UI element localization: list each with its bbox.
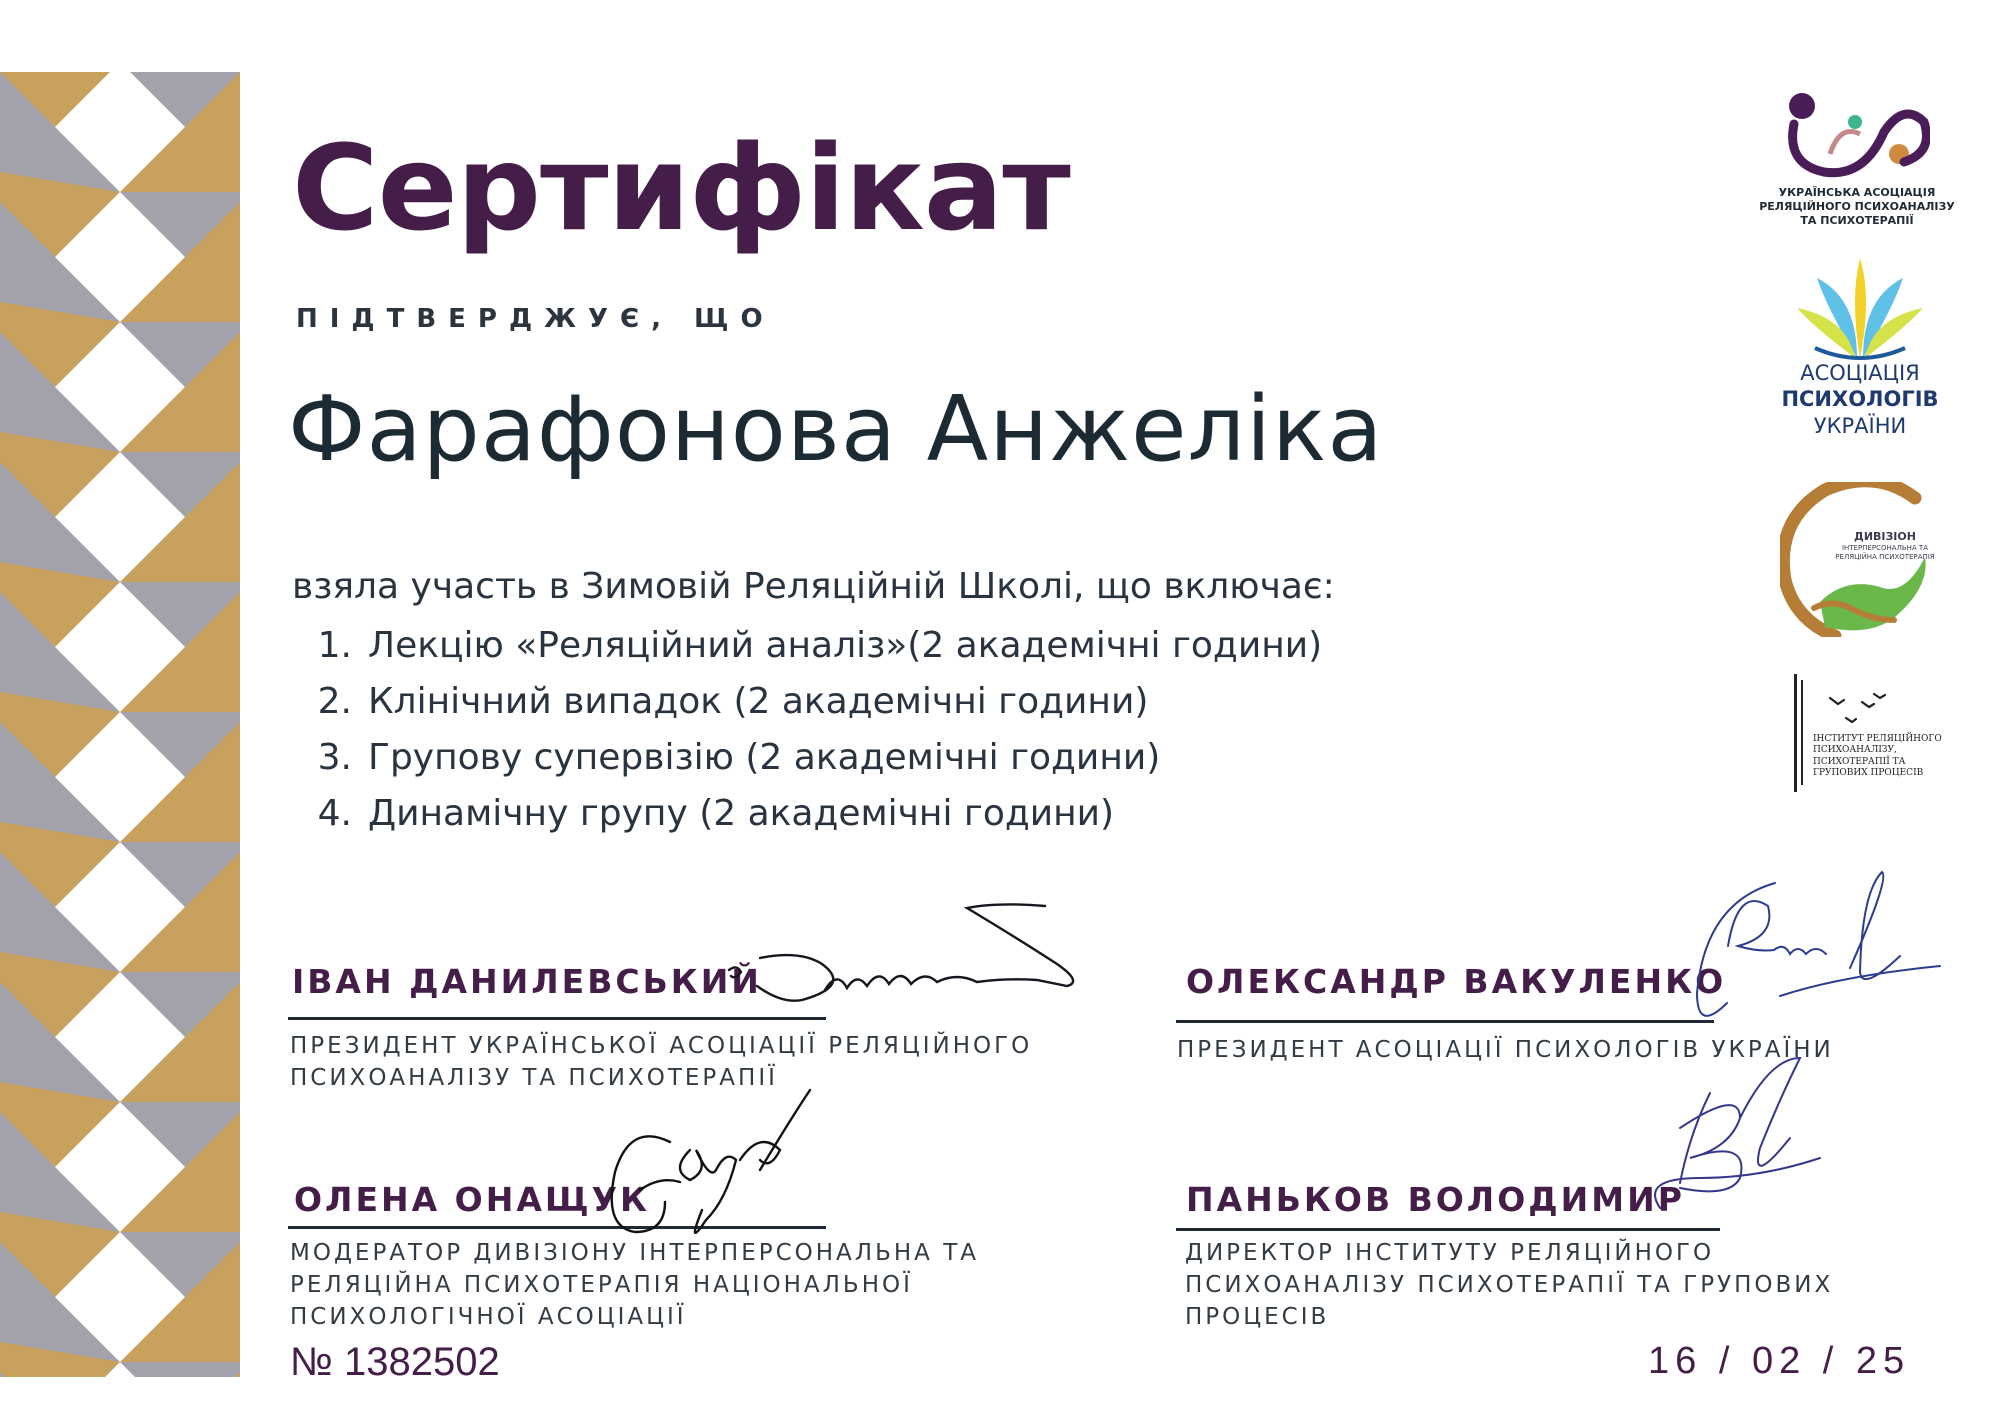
program-item — [292, 674, 1322, 730]
signature-onashchuk — [600, 1090, 830, 1255]
certificate-date: 16 / 02 / 25 — [1648, 1340, 1911, 1382]
signature-line — [288, 1017, 826, 1020]
signer-role-pankov — [1185, 1237, 1833, 1333]
program-item-text: Групову супервізію (2 академічні години) — [368, 737, 1161, 778]
signer-name-danylevskyi: ІВАН ДАНИЛЕВСЬКИЙ — [292, 962, 762, 1001]
role-line: ПРЕЗИДЕНТ УКРАЇНСЬКОЇ АСОЦІАЦІЇ РЕЛЯЦІЙНОГО — [290, 1033, 1033, 1059]
program-item-text: Динамічну групу (2 академічні години) — [368, 793, 1115, 834]
apu-logo-text — [1760, 360, 1960, 439]
logo-text-line: ПСИХОАНАЛІЗУ, — [1813, 745, 1897, 756]
uarp-logo-text — [1752, 186, 1962, 227]
signature-line — [1176, 1020, 1714, 1023]
signature-line — [1176, 1228, 1720, 1231]
logo-text-line: РЕЛЯЦІЙНОГО ПСИХОАНАЛІЗУ — [1759, 199, 1955, 213]
role-line: ПРОЦЕСІВ — [1185, 1304, 1330, 1330]
role-line: ПСИХОАНАЛІЗУ ТА ПСИХОТЕРАПІЇ — [290, 1065, 778, 1091]
program-item — [292, 618, 1322, 674]
certificate-title: Сертифікат — [292, 119, 1070, 257]
program-item — [292, 730, 1322, 786]
role-line: ПСИХОЛОГІЧНОЇ АСОЦІАЦІЇ — [290, 1304, 687, 1330]
uarp-logo-icon — [1780, 90, 1930, 185]
program-item-number: 4. — [317, 793, 352, 834]
program-item-number: 2. — [317, 681, 352, 722]
logo-text-line: РЕЛЯЦІЙНА ПСИХОТЕРАПІЯ — [1835, 552, 1935, 561]
apu-logo-icon — [1795, 258, 1925, 362]
logo-text-line: ПСИХОТЕРАПІЇ ТА — [1813, 756, 1906, 767]
division-logo-text — [1830, 530, 1940, 561]
role-line: МОДЕРАТОР ДИВІЗІОНУ ІНТЕРПЕРСОНАЛЬНА ТА — [290, 1240, 979, 1266]
program-item-number: 3. — [317, 737, 352, 778]
program-item-number: 1. — [317, 625, 352, 666]
signer-name-pankov: ПАНЬКОВ ВОЛОДИМИР — [1186, 1180, 1685, 1219]
role-line: РЕЛЯЦІЙНА ПСИХОТЕРАПІЯ НАЦІОНАЛЬНОЇ — [290, 1272, 913, 1298]
signer-role-danylevskyi — [290, 1030, 1032, 1094]
signature-vakulenko — [1680, 868, 1950, 1038]
logo-text-line: ГРУПОВИХ ПРОЦЕСІВ — [1813, 767, 1924, 778]
logo-text-line: ПСИХОЛОГІВ — [1781, 387, 1939, 412]
logo-text-line: ДИВІЗІОН — [1854, 530, 1916, 543]
logo-text-line: УКРАЇНИ — [1813, 413, 1907, 438]
chevron-decoration — [0, 72, 240, 1377]
institute-logo-text — [1813, 734, 1963, 779]
signature-pankov — [1650, 1058, 1830, 1228]
logo-text-line: ІНТЕРПЕРСОНАЛЬНА ТА — [1841, 543, 1928, 552]
role-line: ДИРЕКТОР ІНСТИТУТУ РЕЛЯЦІЙНОГО — [1185, 1240, 1715, 1266]
role-line: ПРЕЗИДЕНТ АСОЦІАЦІЇ ПСИХОЛОГІВ УКРАЇНИ — [1177, 1037, 1834, 1063]
recipient-name: Фарафонова Анжеліка — [288, 377, 1384, 482]
program-list — [292, 618, 1322, 842]
participation-intro: взяла участь в Зимовій Реляційній Школі, що включає: — [292, 566, 1335, 607]
logo-text-line: ІНСТИТУТ РЕЛЯЦІЙНОГО — [1813, 734, 1942, 744]
certificate-number: № 1382502 — [290, 1340, 500, 1384]
logo-text-line: УКРАЇНСЬКА АСОЦІАЦІЯ — [1778, 186, 1936, 199]
chevron-triangle — [120, 1362, 240, 1377]
signature-danylevskyi — [715, 900, 1135, 1010]
program-item-text: Лекцію «Реляційний аналіз»(2 академічні години) — [368, 625, 1323, 666]
program-item — [292, 786, 1322, 842]
confirms-caption: ПІДТВЕРДЖУЄ, ЩО — [296, 304, 775, 334]
program-item-text: Клінічний випадок (2 академічні години) — [368, 681, 1149, 722]
signer-name-onashchuk: ОЛЕНА ОНАЩУК — [294, 1180, 651, 1219]
logo-text-line: ТА ПСИХОТЕРАПІЇ — [1800, 213, 1914, 227]
signer-name-vakulenko: ОЛЕКСАНДР ВАКУЛЕНКО — [1186, 962, 1727, 1001]
role-line: ПСИХОАНАЛІЗУ ПСИХОТЕРАПІЇ ТА ГРУПОВИХ — [1185, 1272, 1834, 1298]
logo-text-line: АСОЦІАЦІЯ — [1800, 361, 1920, 385]
